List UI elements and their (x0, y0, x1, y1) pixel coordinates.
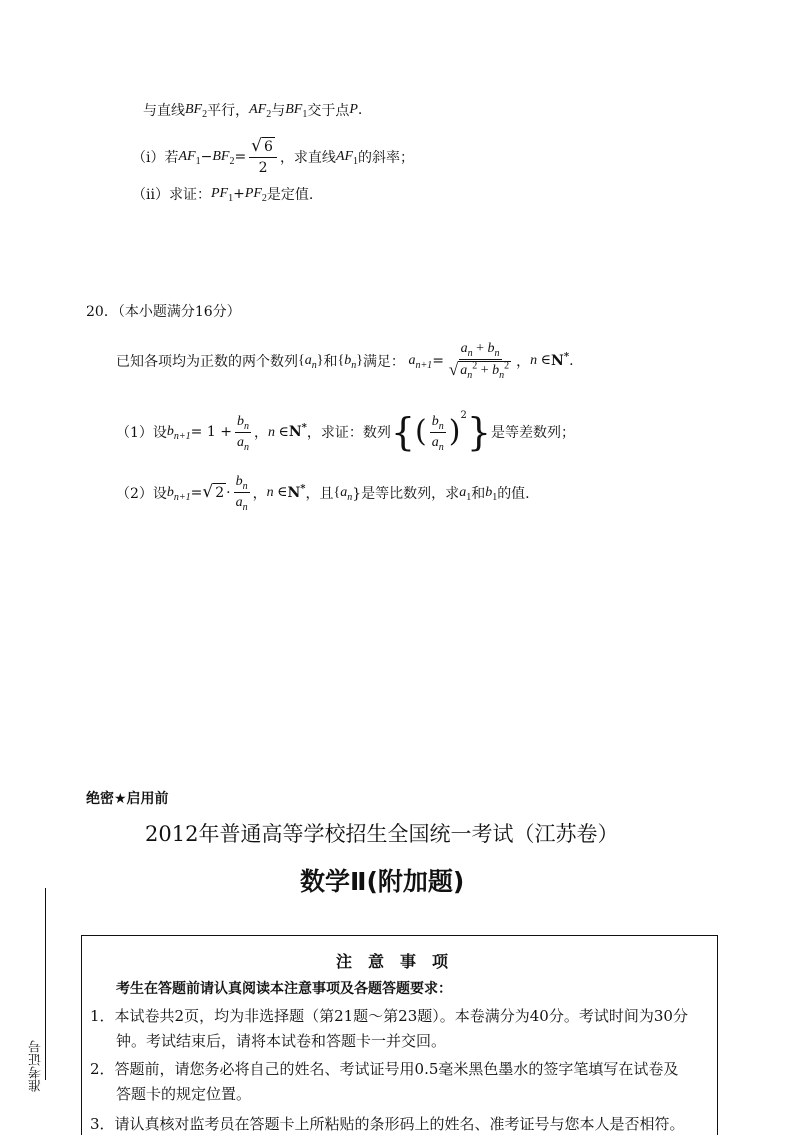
problem19-condition-line (143, 100, 362, 120)
operator: + (233, 186, 245, 202)
text: 的值. (497, 485, 530, 502)
math-n-in: n ∈ (530, 353, 552, 368)
part-label: （i）若 (132, 150, 179, 166)
notice-title: 注 意 事 项 (336, 952, 449, 971)
text: ，求直线 (279, 150, 336, 166)
item-number: 1． (90, 1007, 115, 1025)
text: 与 (271, 103, 286, 119)
subject-title: 数学Ⅱ(附加题) (300, 867, 465, 896)
math-a-n-plus-1: $a_{n+1}$ (408, 352, 433, 371)
problem19-part-i (132, 137, 414, 177)
fraction-bn-over-an: $\frac{b_n}{a_n}$ (236, 413, 249, 453)
text: 是定值. (266, 187, 314, 203)
math-bf2: $BF_2$ (212, 149, 235, 167)
problem20-intro (116, 340, 574, 381)
math-naturals: N* (287, 482, 306, 501)
sqrt-body: 6 (264, 139, 273, 155)
part-label: （2）设 (116, 485, 167, 502)
text: 与直线 (143, 103, 185, 119)
exam-title: 2012年普通高等学校招生全国统一考试（江苏卷） (145, 822, 619, 846)
math-a1: $a_1$ (459, 484, 472, 503)
item-text: 答题前，请您务必将自己的姓名、考试证号用0.5毫米黑色墨水的签字笔填写在试卷及 (114, 1060, 679, 1078)
math-af2: $AF_2$ (249, 102, 272, 120)
math-b1: $b_1$ (485, 484, 498, 503)
text: 已知各项均为正数的两个数列 (116, 353, 298, 370)
text: ， (253, 425, 268, 441)
math-n-in: n ∈ (266, 485, 288, 500)
text: }是等比数列，求 (352, 485, 460, 502)
text: ， (252, 485, 267, 502)
text: 和 (323, 353, 338, 370)
text: ，且 (305, 485, 334, 502)
part-label: （1）设 (116, 425, 167, 441)
text: . (569, 352, 574, 369)
item-number: 3． (90, 1115, 115, 1133)
math-naturals: N* (551, 350, 570, 369)
math-af1: $AF_1$ (335, 149, 359, 167)
operator: = (432, 352, 444, 369)
math-af1: $AF_1$ (178, 149, 201, 167)
text: 的斜率； (358, 150, 415, 166)
text: ， (516, 353, 531, 370)
math-bf2: $BF_2$ (185, 102, 208, 120)
text: . (357, 102, 363, 118)
math-pf2: $PF_2$ (244, 186, 267, 204)
fraction-bn-over-an: $\frac{b_n}{a_n}$ (235, 474, 248, 513)
operator: − (200, 149, 213, 165)
notice-item-2 (90, 1057, 678, 1107)
fraction-recurrence: $a_n + b_n$ √ $a_n^2 + b_n^2$ (448, 341, 510, 381)
notice-item-1 (90, 1004, 688, 1054)
math-sqrt2: √ 2 (202, 482, 225, 502)
operator: = 1 + (190, 424, 232, 440)
item-number: 2． (90, 1060, 115, 1078)
notice-subtitle: 考生在答题前请认真阅读本注意事项及各题答题要求： (116, 981, 452, 997)
math-naturals: N* (288, 422, 307, 440)
math-bf1: $BF_1$ (285, 102, 308, 120)
item-text: 请认真核对监考员在答题卡上所粘贴的条形码上的姓名、准考证号与您本人是否相符。 (114, 1115, 685, 1133)
item-text: 答题卡的规定位置。 (116, 1085, 252, 1103)
operator: · (226, 484, 231, 501)
text: 平行， (207, 103, 250, 119)
text: 是等差数列； (491, 425, 576, 441)
math-p: P (349, 102, 358, 117)
item-text: 钟。考试结束后，请将本试卷和答题卡一并交回。 (116, 1032, 447, 1050)
text: ，求证：数列 (306, 425, 391, 441)
operator: = (234, 149, 247, 165)
notice-item-3 (90, 1112, 685, 1137)
problem19-part-ii (132, 184, 313, 204)
denominator: 2 (258, 160, 268, 176)
text: 满足： (362, 353, 405, 370)
notice-box (81, 935, 718, 1135)
problem20-part2 (116, 473, 530, 512)
math-seq-a: {$a_n$ (333, 484, 353, 503)
math-b-n-plus-1: $b_{n+1}$ (166, 484, 191, 503)
math-n-in: n ∈ (267, 424, 289, 440)
text: 交于点 (307, 103, 350, 119)
math-sequence-squared: { ( $\frac{b_n}{a_n}$ ) 2 } (390, 410, 492, 454)
operator: = (190, 484, 203, 501)
item-text: 本试卷共2页，均为非选择题（第21题～第23题）。本卷满分为40分。考试时间为30分 (114, 1007, 688, 1025)
fraction-sqrt6-over-2: √ 6 2 (249, 137, 277, 177)
side-label-exam-number: 准考证号 (29, 1040, 44, 1092)
part-label: （ii）求证： (132, 187, 211, 203)
secret-label: 绝密★启用前 (86, 791, 169, 807)
math-seq-b: $\{b_n\}$ (337, 352, 363, 371)
math-seq-a: $\{a_n\}$ (298, 352, 324, 371)
math-pf1: $PF_1$ (210, 186, 234, 204)
math-b-n-plus-1: $b_{n+1}$ (166, 424, 191, 442)
problem20-header: 20．（本小题满分16分） (86, 304, 241, 320)
problem20-part1 (116, 412, 575, 452)
text: 和 (471, 485, 486, 502)
